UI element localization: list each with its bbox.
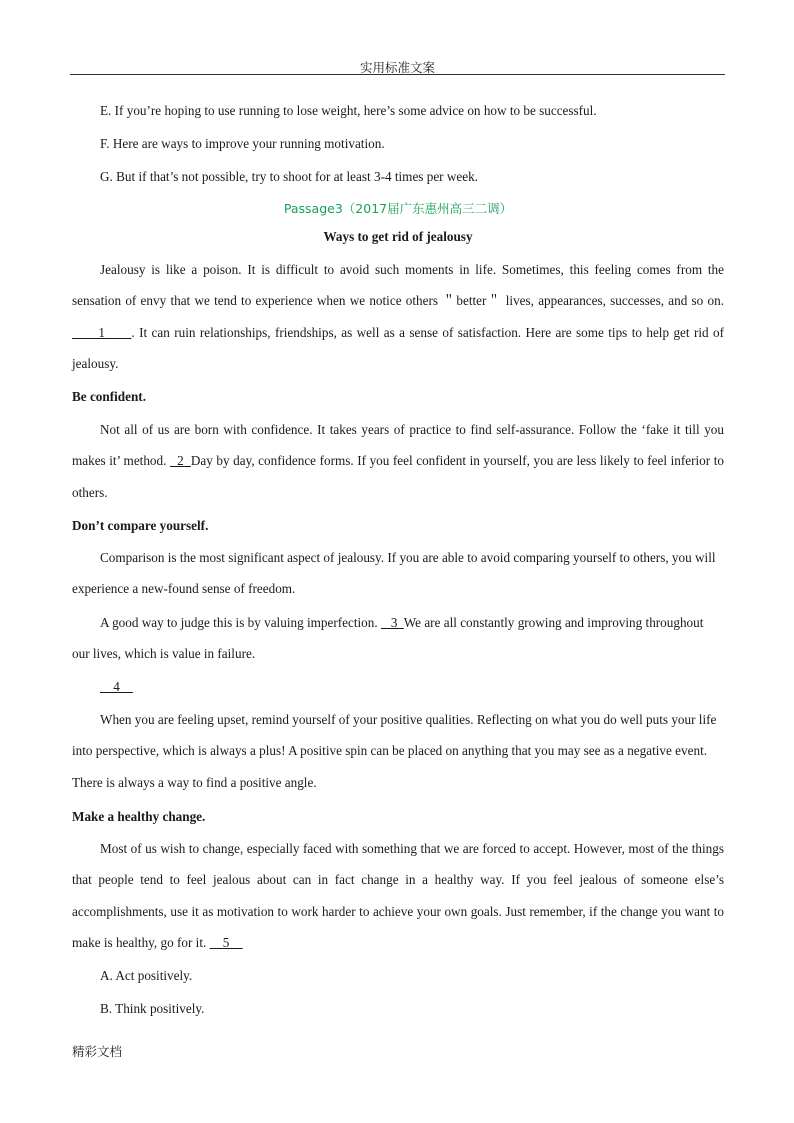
healthy-change-paragraph [72, 833, 724, 958]
header-divider [70, 74, 725, 75]
comparison-paragraph: Comparison is the most significant aspect of jealousy. If you are able to avoid comparing yourself to others, you will experience a new-found sense of freedom. [72, 550, 716, 597]
positive-qualities-paragraph: When you are feeling upset, remind yourself of your positive qualities. Reflecting on what you do well puts your life into perspective, which is always a plus! A positive spin can be placed on anything that you may see as a negative event. There is always a way to find a positive angle. [72, 712, 717, 790]
intro-text-a: Jealousy is like a poison. It is difficult to avoid such moments in life. Sometimes, this feeling comes from the sensation of envy that we tend to experience when we notice others ＂better＂ lives, appearances, successes, and so on. [72, 262, 724, 309]
blank-5: 5 [209, 934, 243, 950]
confidence-paragraph [72, 414, 724, 508]
confidence-text-b: Day by day, confidence forms. If you feel confident in yourself, you are less likely to feel inferior to others. [72, 453, 724, 500]
previous-option-g: G. But if that’s not possible, try to shoot for at least 3-4 times per week. [100, 169, 478, 184]
blank-4: 4 [100, 679, 133, 694]
page-header: 实用标准文案 [359, 60, 435, 75]
confidence-text-a: Not all of us are born with confidence. It takes years of practice to find self-assurance. Follow the ‘fake it till you makes it’ method. [72, 422, 724, 469]
blank-3: 3 [380, 615, 404, 630]
imperfection-text-a: A good way to judge this is by valuing imperfection. [100, 615, 381, 630]
heading-dont-compare: Don’t compare yourself. [72, 518, 209, 533]
imperfection-text-b: We are all constantly growing and improving throughout our lives, which is value in failure. [72, 615, 704, 662]
previous-option-f: F. Here are ways to improve your running motivation. [100, 136, 385, 151]
previous-option-e: E. If you’re hoping to use running to lose weight, here’s some advice on how to be successful. [100, 103, 597, 118]
passage-title: Ways to get rid of jealousy [323, 229, 473, 244]
intro-paragraph [72, 254, 724, 379]
intro-text-b: . It can ruin relationships, friendships, as well as a sense of satisfaction. Here are some tips to help get rid of jealousy. [72, 324, 724, 371]
blank-4-line [72, 671, 724, 702]
passage-label: Passage3（2017届广东惠州高三二调） [283, 201, 513, 216]
page-footer: 精彩文档 [72, 1044, 123, 1059]
heading-be-confident: Be confident. [72, 389, 146, 404]
blank-2: 2 [169, 453, 191, 469]
heading-healthy-change: Make a healthy change. [72, 809, 206, 824]
imperfection-paragraph [72, 607, 724, 670]
blank-1: 1 [72, 324, 132, 340]
option-b: B. Think positively. [100, 1001, 205, 1016]
option-a: A. Act positively. [100, 968, 193, 983]
healthy-change-text: Most of us wish to change, especially faced with something that we are forced to accept. However, most of the things that people tend to feel jealous about can in fact change in a healthy way. If you feel jealous of someone else’s accomplishments, use it as motivation to work harder to achieve your own goals. Just remember, if the change you want to make is healthy, go for it. [72, 841, 724, 950]
